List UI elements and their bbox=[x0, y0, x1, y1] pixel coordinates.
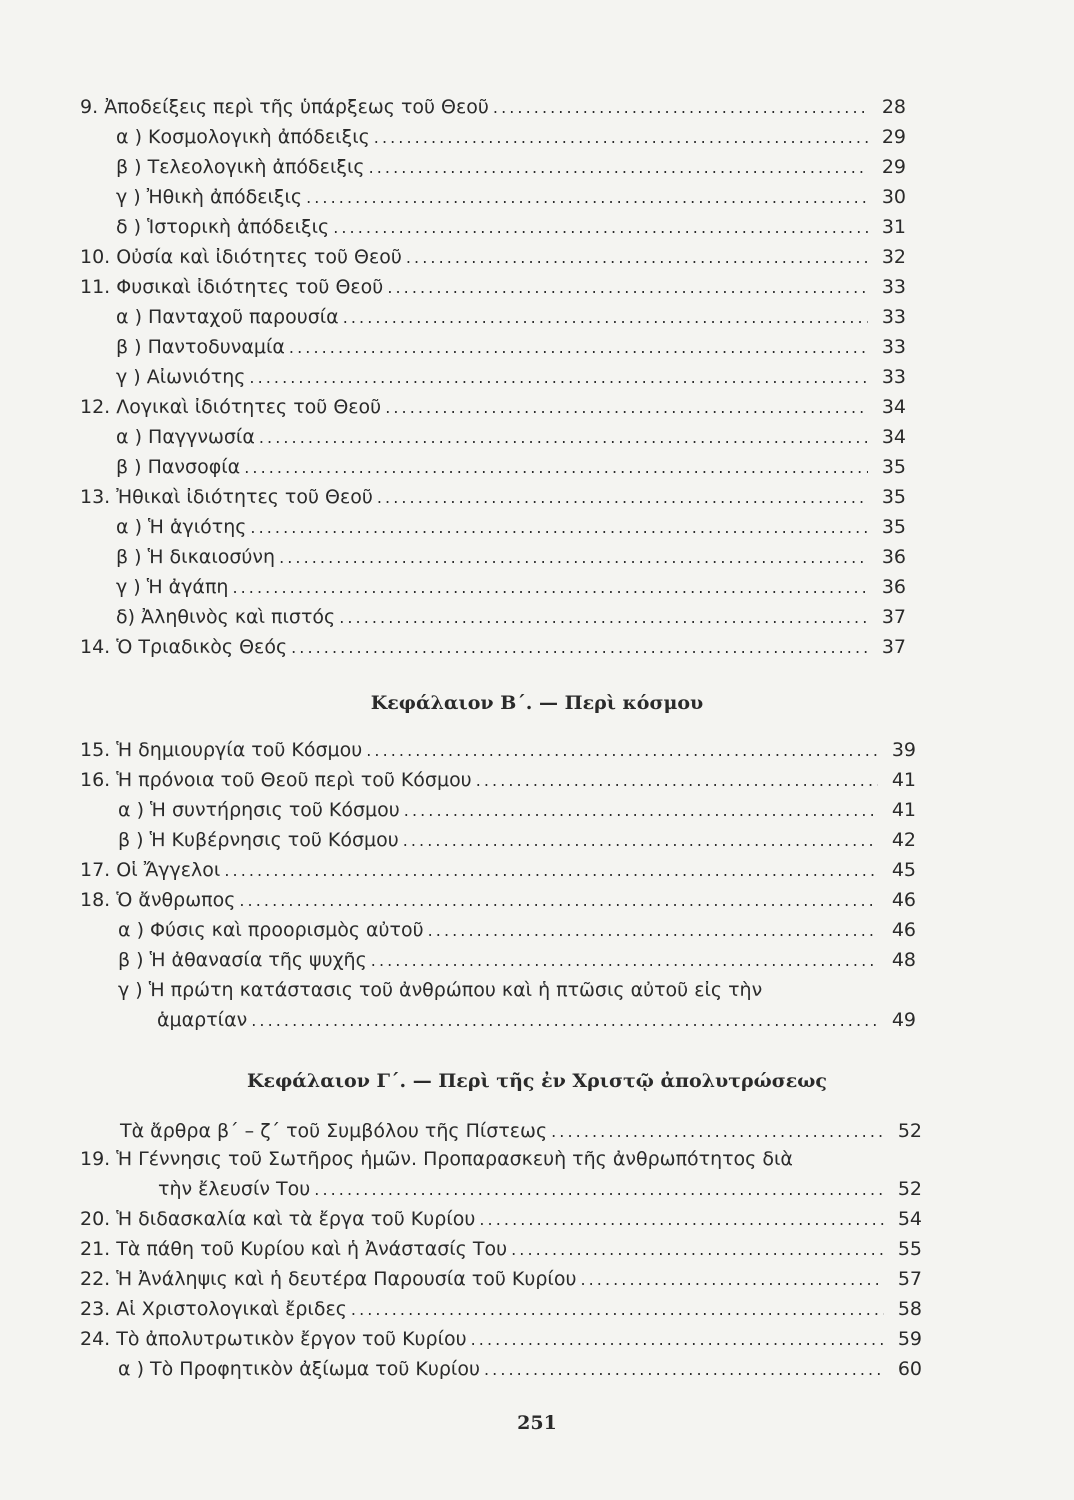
entry-number: α ) bbox=[116, 126, 142, 148]
entry-number: α ) bbox=[116, 306, 142, 328]
entry-page: 60 bbox=[897, 1358, 922, 1380]
entry-page: 30 bbox=[881, 186, 906, 208]
entry-title: Οἱ Ἄγγελοι bbox=[116, 859, 221, 881]
leader-dots bbox=[471, 1324, 884, 1354]
entry-title: Ἡ Ἀνάληψις καὶ ἡ δευτέρα Παρουσία τοῦ Κυρίου bbox=[116, 1268, 577, 1290]
toc-entry bbox=[116, 152, 906, 182]
entry-number: β ) bbox=[118, 949, 144, 971]
leader-dots bbox=[239, 885, 878, 915]
entry-title: Πανταχοῦ παρουσία bbox=[148, 306, 339, 328]
entry-page: 35 bbox=[881, 456, 906, 478]
leader-dots bbox=[366, 735, 878, 765]
entry-title: Παγγνωσία bbox=[148, 426, 255, 448]
leader-dots bbox=[249, 362, 868, 392]
entry-number: 16. bbox=[80, 769, 111, 791]
toc-entry bbox=[80, 855, 916, 885]
leader-dots bbox=[404, 795, 878, 825]
entry-title: Κοσμολογικὴ ἀπόδειξις bbox=[148, 126, 370, 148]
entry-number: β ) bbox=[116, 336, 142, 358]
entry-number: 21. bbox=[80, 1238, 111, 1260]
entry-page: 46 bbox=[891, 919, 916, 941]
leader-dots bbox=[279, 542, 868, 572]
entry-number: 12. bbox=[80, 396, 111, 418]
entry-page: 33 bbox=[881, 336, 906, 358]
entry-number: 10. bbox=[80, 246, 111, 268]
entry-page: 33 bbox=[881, 306, 906, 328]
entry-title: Φυσικαὶ ἰδιότητες τοῦ Θεοῦ bbox=[116, 276, 384, 298]
leader-dots bbox=[232, 572, 868, 602]
toc-entry-line2 bbox=[158, 1174, 922, 1204]
entry-page: 59 bbox=[897, 1328, 922, 1350]
entry-number: 9. bbox=[80, 96, 99, 118]
leader-dots bbox=[377, 482, 868, 512]
toc-entry bbox=[80, 1324, 922, 1354]
leader-dots bbox=[244, 452, 868, 482]
entry-number: 18. bbox=[80, 889, 111, 911]
leader-dots bbox=[339, 602, 868, 632]
toc-entry bbox=[116, 572, 906, 602]
leader-dots bbox=[476, 765, 878, 795]
entry-title: Ἡ ἀθανασία τῆς ψυχῆς bbox=[149, 949, 367, 971]
toc-entry bbox=[116, 452, 906, 482]
entry-number: β ) bbox=[116, 156, 142, 178]
entry-page: 41 bbox=[891, 769, 916, 791]
entry-number: 23. bbox=[80, 1298, 111, 1320]
leader-dots bbox=[493, 92, 868, 122]
toc-entry bbox=[116, 542, 906, 572]
entry-number: δ ) bbox=[116, 216, 142, 238]
entry-page: 45 bbox=[891, 859, 916, 881]
entry-title: Τὰ ἄρθρα β΄ – ζ΄ τοῦ Συμβόλου τῆς Πίστεως bbox=[120, 1120, 548, 1142]
entry-title: Ὁ Τριαδικὸς Θεός bbox=[116, 636, 288, 658]
toc-entry bbox=[116, 122, 906, 152]
entry-page: 41 bbox=[891, 799, 916, 821]
entry-title: Ἱστορικὴ ἀπόδειξις bbox=[147, 216, 330, 238]
leader-dots bbox=[351, 1294, 884, 1324]
entry-title: Ἡ ἀγάπη bbox=[146, 576, 229, 598]
entry-title: Ἠθικὴ ἀπόδειξις bbox=[146, 186, 303, 208]
toc-entry bbox=[118, 915, 916, 945]
entry-title: Ἡ διδασκαλία καὶ τὰ ἔργα τοῦ Κυρίου bbox=[116, 1208, 476, 1230]
entry-number: α ) bbox=[118, 799, 144, 821]
leader-dots bbox=[479, 1204, 884, 1234]
entry-number: α ) bbox=[116, 426, 142, 448]
entry-page: 58 bbox=[897, 1298, 922, 1320]
entry-title: Λογικαὶ ἰδιότητες τοῦ Θεοῦ bbox=[116, 396, 382, 418]
toc-entry bbox=[116, 512, 906, 542]
entry-title: Τελεολογικὴ ἀπόδειξις bbox=[147, 156, 365, 178]
leader-dots bbox=[251, 1005, 878, 1035]
entry-title: Οὐσία καὶ ἰδιότητες τοῦ Θεοῦ bbox=[116, 246, 402, 268]
entry-page: 37 bbox=[881, 636, 906, 658]
entry-number: 11. bbox=[80, 276, 111, 298]
leader-dots bbox=[343, 302, 868, 332]
toc-entry bbox=[116, 302, 906, 332]
entry-page: 34 bbox=[881, 396, 906, 418]
entry-title: Αἰωνιότης bbox=[146, 366, 246, 388]
entry-title-line2: ἁμαρτίαν bbox=[157, 1009, 248, 1031]
leader-dots bbox=[289, 332, 868, 362]
entry-number: β ) bbox=[116, 456, 142, 478]
toc-entry bbox=[80, 765, 916, 795]
entry-number: 14. bbox=[80, 636, 111, 658]
entry-number: 17. bbox=[80, 859, 111, 881]
toc-entry bbox=[116, 182, 906, 212]
entry-title: Αἱ Χριστολογικαὶ ἔριδες bbox=[116, 1298, 347, 1320]
page-number: 251 bbox=[517, 1412, 557, 1434]
entry-page: 31 bbox=[881, 216, 906, 238]
entry-page: 35 bbox=[881, 486, 906, 508]
entry-number: 13. bbox=[80, 486, 111, 508]
toc-entry bbox=[80, 1264, 922, 1294]
toc-entry bbox=[118, 1354, 922, 1384]
entry-page: 32 bbox=[881, 246, 906, 268]
entry-title: Ἡ πρόνοια τοῦ Θεοῦ περὶ τοῦ Κόσμου bbox=[116, 769, 472, 791]
entry-page: 36 bbox=[881, 546, 906, 568]
toc-entry bbox=[80, 482, 906, 512]
entry-page: 54 bbox=[897, 1208, 922, 1230]
entry-number: β ) bbox=[118, 829, 144, 851]
leader-dots bbox=[551, 1116, 884, 1146]
toc-entry-line1 bbox=[80, 1144, 793, 1174]
toc-entry bbox=[116, 422, 906, 452]
toc-entry bbox=[80, 1204, 922, 1234]
toc-entry bbox=[80, 1234, 922, 1264]
entry-title: Ἠθικαὶ ἰδιότητες τοῦ Θεοῦ bbox=[116, 486, 373, 508]
entry-title-line2: τὴν ἔλευσίν Του bbox=[158, 1178, 311, 1200]
toc-entry bbox=[80, 242, 906, 272]
leader-dots bbox=[511, 1234, 884, 1264]
toc-entry bbox=[116, 332, 906, 362]
entry-page: 36 bbox=[881, 576, 906, 598]
toc-entry bbox=[80, 735, 916, 765]
entry-number: γ ) bbox=[118, 979, 143, 1001]
entry-number: γ ) bbox=[116, 186, 141, 208]
entry-title: Τὸ Προφητικὸν ἀξίωμα τοῦ Κυρίου bbox=[150, 1358, 480, 1380]
toc-entry bbox=[118, 795, 916, 825]
toc-entry bbox=[80, 1294, 922, 1324]
leader-dots bbox=[224, 855, 878, 885]
entry-number: β ) bbox=[116, 546, 142, 568]
leader-dots bbox=[259, 422, 868, 452]
entry-page: 52 bbox=[897, 1120, 922, 1142]
entry-number: α ) bbox=[116, 516, 142, 538]
leader-dots bbox=[374, 122, 868, 152]
toc-entry bbox=[120, 1116, 922, 1146]
entry-page: 42 bbox=[891, 829, 916, 851]
leader-dots bbox=[371, 945, 878, 975]
entry-title: Παντοδυναμία bbox=[147, 336, 285, 358]
toc-entry bbox=[118, 825, 916, 855]
leader-dots bbox=[306, 182, 868, 212]
entry-title-line1: Ἡ Γέννησις τοῦ Σωτῆρος ἡμῶν. Προπαρασκευὴ τῆς ἀνθρωπότητος διὰ bbox=[116, 1148, 793, 1170]
entry-number: 24. bbox=[80, 1328, 111, 1350]
entry-page: 33 bbox=[881, 276, 906, 298]
chapter-heading-c: Κεφάλαιον Γ΄. — Περὶ τῆς ἐν Χριστῷ ἀπολυτρώσεως bbox=[247, 1070, 827, 1092]
entry-title: Ἀποδείξεις περὶ τῆς ὑπάρξεως τοῦ Θεοῦ bbox=[104, 96, 489, 118]
toc-entry bbox=[80, 272, 906, 302]
entry-page: 49 bbox=[891, 1009, 916, 1031]
toc-entry-line2 bbox=[157, 1005, 916, 1035]
entry-page: 55 bbox=[897, 1238, 922, 1260]
entry-number: γ ) bbox=[116, 366, 141, 388]
entry-title: Φύσις καὶ προορισμὸς αὐτοῦ bbox=[150, 919, 424, 941]
entry-page: 35 bbox=[881, 516, 906, 538]
entry-title: Ἡ Κυβέρνησις τοῦ Κόσμου bbox=[149, 829, 399, 851]
entry-page: 37 bbox=[881, 606, 906, 628]
leader-dots bbox=[484, 1354, 884, 1384]
entry-title: Ἡ δικαιοσύνη bbox=[147, 546, 276, 568]
entry-page: 34 bbox=[881, 426, 906, 448]
entry-title: Ἡ ἁγιότης bbox=[148, 516, 247, 538]
leader-dots bbox=[333, 212, 868, 242]
entry-number: δ) bbox=[116, 606, 136, 628]
entry-page: 52 bbox=[897, 1178, 922, 1200]
chapter-heading-b: Κεφάλαιον Β΄. — Περὶ κόσμου bbox=[370, 692, 704, 714]
leader-dots bbox=[385, 392, 868, 422]
leader-dots bbox=[406, 242, 868, 272]
entry-title: Τὰ πάθη τοῦ Κυρίου καὶ ἡ Ἀνάστασίς Του bbox=[116, 1238, 508, 1260]
entry-page: 48 bbox=[891, 949, 916, 971]
leader-dots bbox=[369, 152, 868, 182]
toc-entry-line1 bbox=[118, 975, 762, 1005]
entry-number: 15. bbox=[80, 739, 111, 761]
entry-title: Ὁ ἄνθρωπος bbox=[116, 889, 236, 911]
entry-number: 19. bbox=[80, 1148, 111, 1170]
toc-entry bbox=[116, 362, 906, 392]
leader-dots bbox=[580, 1264, 884, 1294]
leader-dots bbox=[387, 272, 868, 302]
entry-page: 33 bbox=[881, 366, 906, 388]
entry-number: 20. bbox=[80, 1208, 111, 1230]
entry-page: 29 bbox=[881, 156, 906, 178]
entry-title: Ἡ συντήρησις τοῦ Κόσμου bbox=[150, 799, 400, 821]
leader-dots bbox=[250, 512, 868, 542]
toc-entry bbox=[116, 212, 906, 242]
leader-dots bbox=[291, 632, 868, 662]
entry-title-line1: Ἡ πρώτη κατάστασις τοῦ ἀνθρώπου καὶ ἡ πτῶσις αὐτοῦ εἰς τὴν bbox=[148, 979, 763, 1001]
toc-entry bbox=[80, 885, 916, 915]
leader-dots bbox=[403, 825, 878, 855]
entry-page: 39 bbox=[891, 739, 916, 761]
entry-title: Πανσοφία bbox=[147, 456, 241, 478]
toc-entry bbox=[80, 92, 906, 122]
entry-number: γ ) bbox=[116, 576, 141, 598]
toc-entry bbox=[118, 945, 916, 975]
entry-title: Τὸ ἀπολυτρωτικὸν ἔργον τοῦ Κυρίου bbox=[116, 1328, 467, 1350]
entry-page: 57 bbox=[897, 1268, 922, 1290]
entry-number: 22. bbox=[80, 1268, 111, 1290]
entry-number: α ) bbox=[118, 1358, 144, 1380]
entry-page: 46 bbox=[891, 889, 916, 911]
entry-title: Ἡ δημιουργία τοῦ Κόσμου bbox=[116, 739, 363, 761]
leader-dots bbox=[428, 915, 878, 945]
entry-title: Ἀληθινὸς καὶ πιστός bbox=[141, 606, 336, 628]
entry-page: 28 bbox=[881, 96, 906, 118]
entry-page: 29 bbox=[881, 126, 906, 148]
toc-entry bbox=[80, 392, 906, 422]
entry-number: α ) bbox=[118, 919, 144, 941]
toc-entry bbox=[116, 602, 906, 632]
toc-entry bbox=[80, 632, 906, 662]
leader-dots bbox=[314, 1174, 884, 1204]
